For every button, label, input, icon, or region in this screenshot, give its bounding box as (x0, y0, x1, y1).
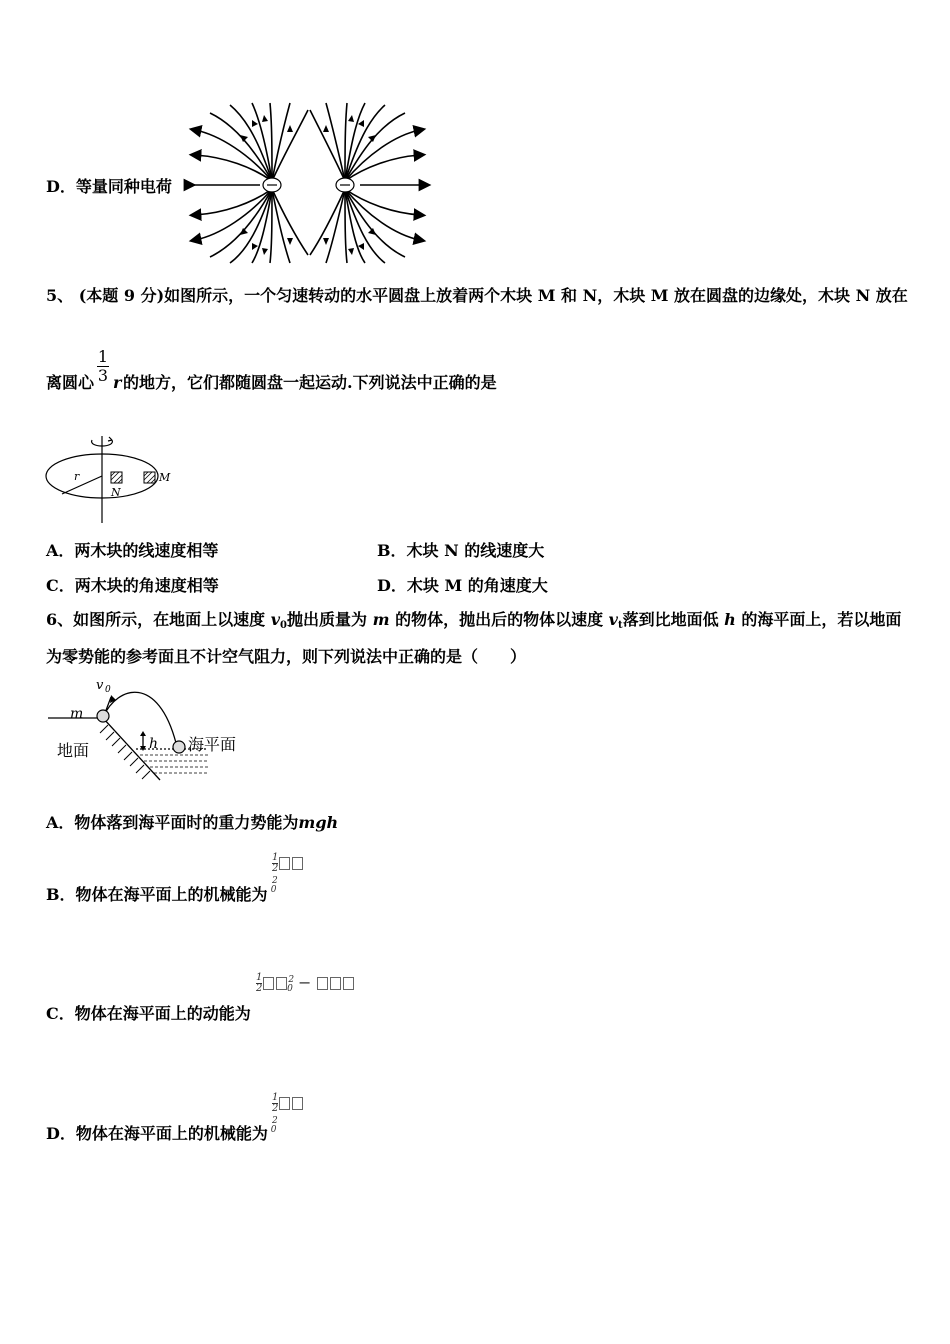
projectile-figure (48, 675, 248, 785)
projectile-label-v: v (96, 678, 104, 693)
q6-stem-1c: 的物体，抛出后的物体以速度 (389, 610, 609, 629)
q6-v0: v (270, 610, 281, 629)
q5-points: (本题 9 分) (78, 286, 165, 305)
projectile-label-ground: 地面 (57, 741, 90, 760)
formula-c-den: 2 (256, 983, 263, 994)
q5-option-d: D．木块 M 的角速度大 (377, 576, 548, 595)
q5-stem-1: 如图所示，一个匀速转动的水平圆盘上放着两个木块 M 和 N，木块 M 放在圆盘的边缘处，木块 N 放在 (164, 286, 908, 305)
formula-d-den: 2 (272, 1103, 279, 1114)
projectile-label-h: h (149, 736, 159, 752)
formula-b-sub: 0 (270, 885, 277, 895)
disc-label-r: r (74, 470, 80, 483)
q5-stem-2a: 离圆心 (46, 373, 95, 392)
q5-option-a: A．两木块的线速度相等 (46, 541, 219, 560)
q5-number: 5、 (46, 286, 74, 305)
q6-option-c: C．物体在海平面上的动能为 (46, 1004, 251, 1023)
q6-option-d: D．物体在海平面上的机械能为 (46, 1124, 268, 1143)
q5-frac-den: 3 (97, 366, 109, 385)
q6-stem-line-1 (46, 610, 901, 636)
formula-c-sup: 2 (288, 975, 295, 985)
q6-option-b: B．物体在海平面上的机械能为 (46, 885, 268, 904)
q6-stem-1a: 6、如图所示，在地面上以速度 (46, 610, 271, 629)
rotating-disc-figure (40, 428, 190, 528)
field-lines-figure (180, 95, 435, 265)
q5-option-b: B．木块 N 的线速度大 (377, 541, 545, 560)
q6-option-d-formula (272, 1093, 309, 1135)
formula-c-minus: − (297, 973, 312, 992)
q6-stem-line-2: 为零势能的参考面且不计空气阻力，则下列说法中正确的是（ ） (46, 647, 527, 666)
formula-c-sub: 0 (287, 984, 293, 994)
q6-vt-sub: t (617, 620, 623, 631)
q5-stem-line-1 (46, 286, 908, 306)
formula-d-sub: 0 (270, 1125, 277, 1135)
q5-fraction (97, 348, 109, 385)
q4-option-d: D．等量同种电荷 (46, 177, 172, 196)
q6-option-a-expr: mgh (298, 813, 339, 832)
q6-m: m (372, 610, 390, 629)
projectile-label-sea: 海平面 (188, 735, 237, 754)
projectile-label-m: m (70, 706, 84, 722)
q5-option-c: C．两木块的角速度相等 (46, 576, 219, 595)
q6-h: h (724, 610, 736, 629)
q6-option-a-text: A．物体落到海平面时的重力势能为 (46, 813, 299, 832)
formula-b-sup: 2 (272, 876, 278, 886)
q6-option-c-formula (256, 973, 355, 994)
disc-label-m: M (159, 471, 171, 484)
q6-stem-1d: 落到比地面低 (622, 610, 725, 629)
formula-d-num: 1 (272, 1092, 279, 1103)
q6-option-a (46, 813, 338, 833)
q6-v0-sub: 0 (280, 620, 287, 631)
q5-frac-num: 1 (97, 347, 109, 366)
disc-label-n: N (111, 486, 121, 499)
formula-c-num: 1 (256, 972, 263, 983)
formula-b-num: 1 (272, 852, 279, 863)
q6-option-b-formula (272, 853, 309, 895)
q5-stem-2b: 的地方，它们都随圆盘一起运动.下列说法中正确的是 (123, 373, 497, 392)
q6-vt: v (608, 610, 618, 629)
formula-b-den: 2 (272, 863, 279, 874)
q5-var-r: r (113, 373, 122, 392)
formula-d-sup: 2 (272, 1116, 278, 1126)
projectile-label-v-sub: 0 (105, 685, 111, 695)
q6-stem-1e: 的海平面上，若以地面 (735, 610, 902, 629)
q6-stem-1b: 抛出质量为 (286, 610, 373, 629)
